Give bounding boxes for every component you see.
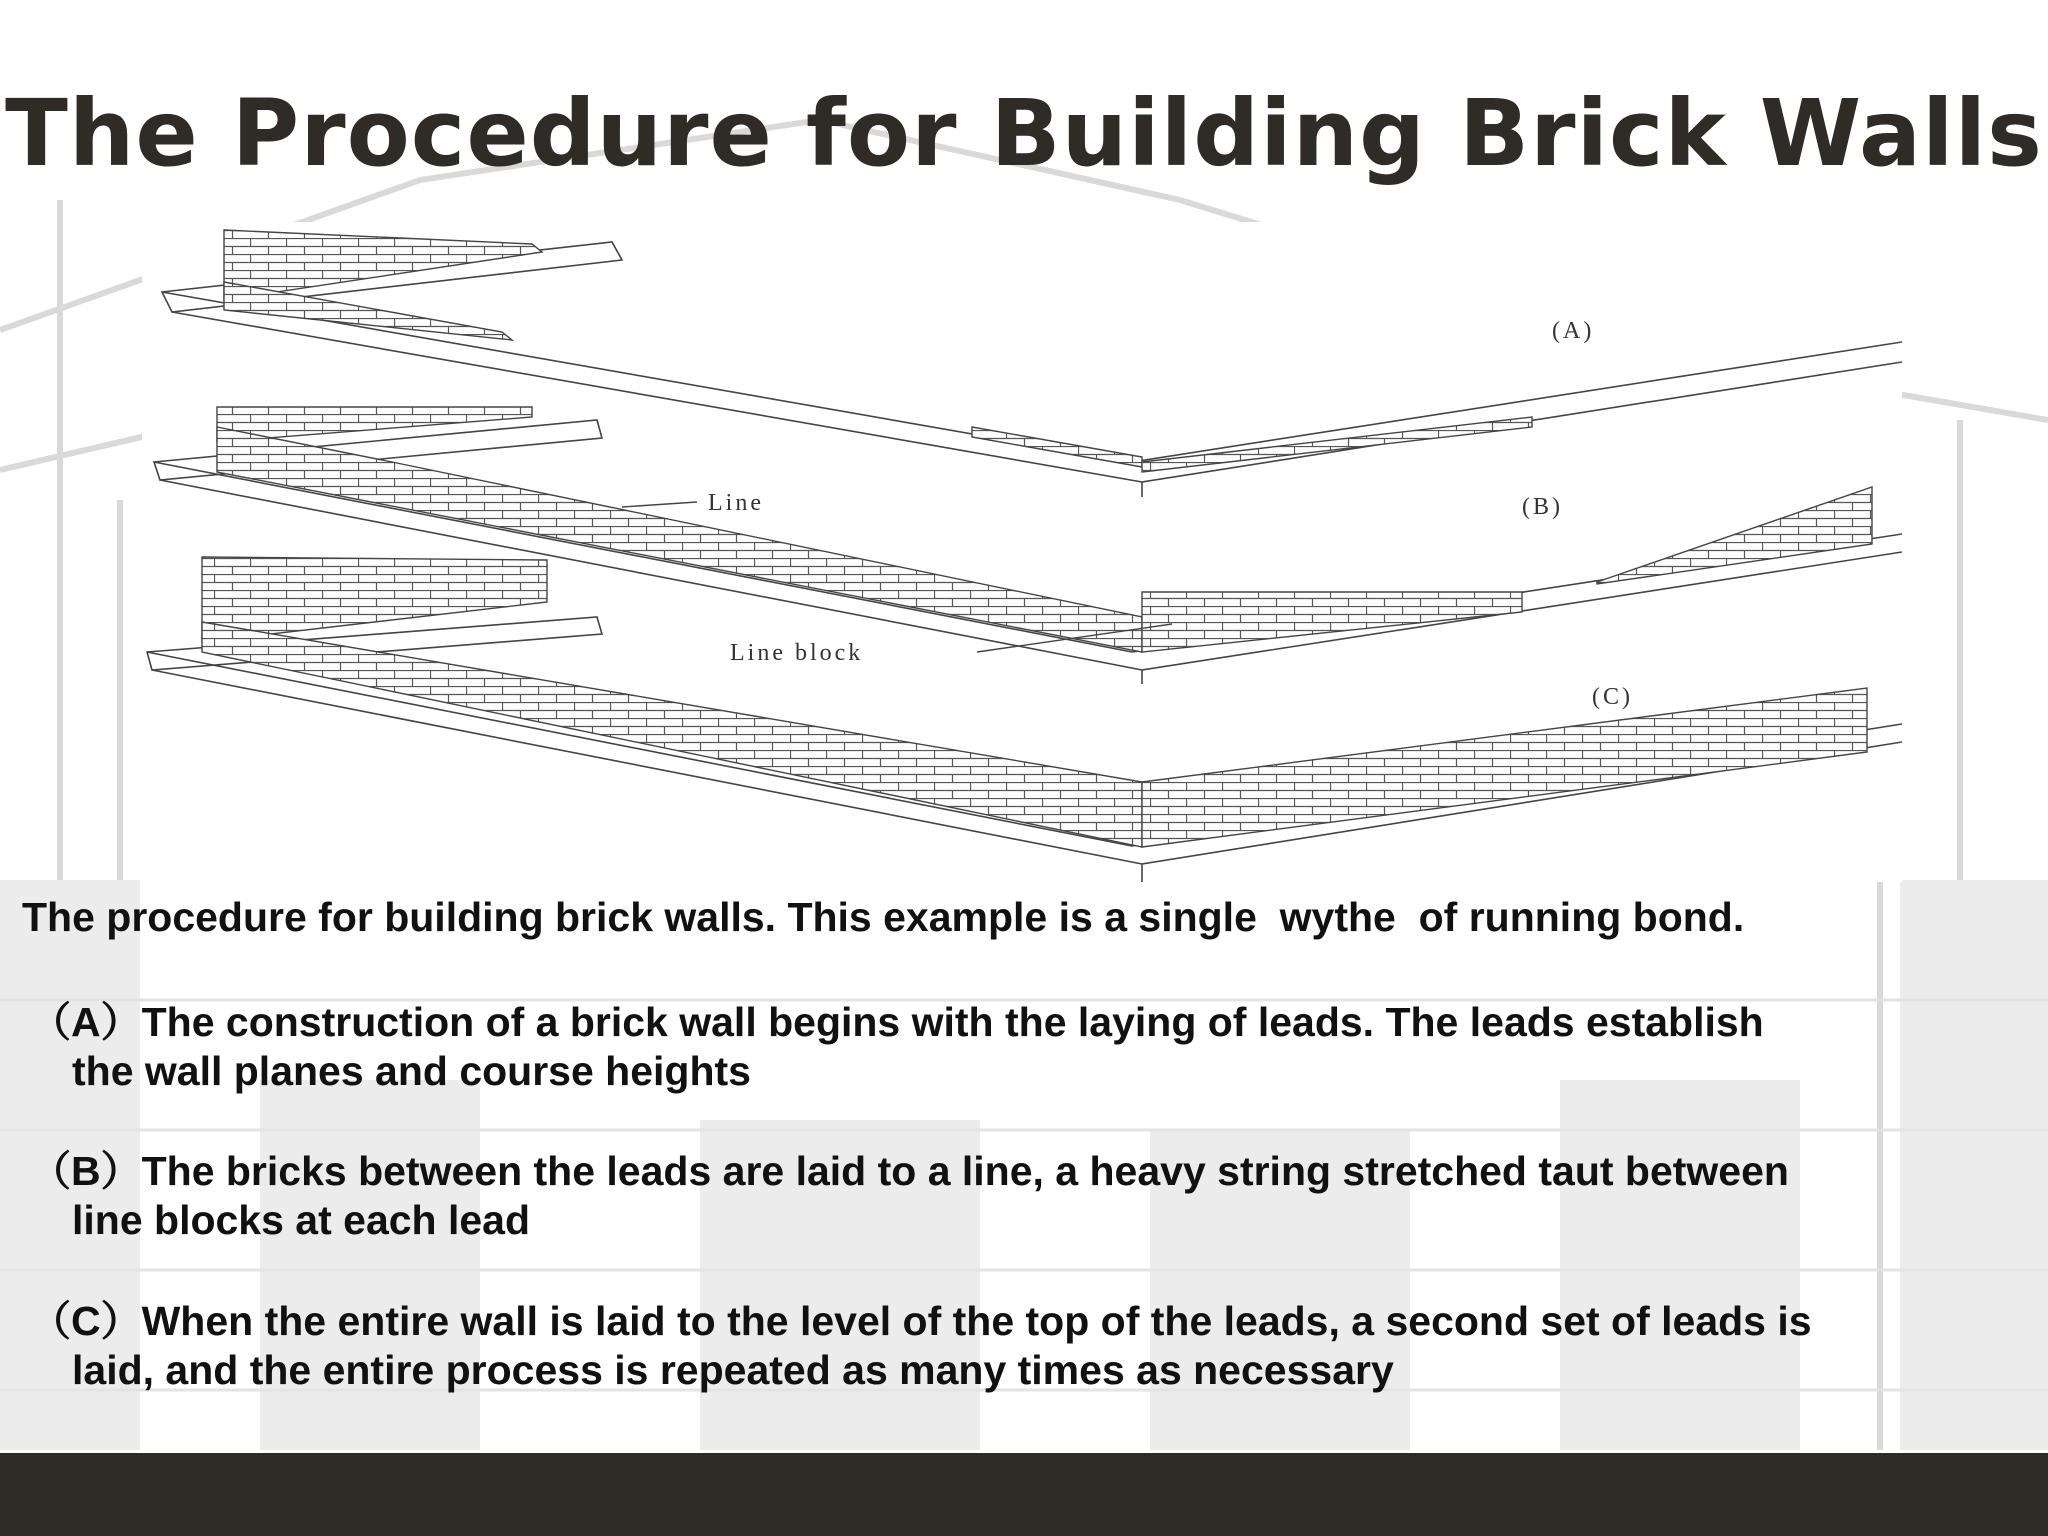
brick-wall-procedure-figure [142, 222, 1902, 882]
step-text-line2: the wall planes and course heights [72, 1048, 751, 1094]
step-marker: （B） [30, 1148, 142, 1194]
figure-label-c: (C) [1592, 684, 1633, 710]
figure-caption: The procedure for building brick walls. This example is a single wythe of running bond. [22, 894, 1745, 940]
step-text-line2: laid, and the entire process is repeated as many times as necessary [72, 1347, 1394, 1393]
procedure-step-b [30, 1147, 2020, 1245]
brick-wall-illustration [142, 222, 1902, 882]
step-text-line1: When the entire wall is laid to the level of the top of the leads, a second set of leads is [141, 1298, 1812, 1344]
procedure-step-a [30, 998, 2020, 1096]
figure-label-a: (A) [1552, 318, 1595, 344]
page-title: The Procedure for Building Brick Walls [5, 80, 2043, 187]
figure-label-b: (B) [1522, 494, 1563, 520]
step-text-line1: The bricks between the leads are laid to a line, a heavy string stretched taut between [141, 1148, 1789, 1194]
step-text-line1: The construction of a brick wall begins with the laying of leads. The leads establish [141, 999, 1764, 1045]
step-text-line2: line blocks at each lead [72, 1197, 531, 1243]
step-marker: （C） [30, 1298, 142, 1344]
figure-label-line-block: Line block [730, 640, 864, 666]
procedure-step-c [30, 1297, 2020, 1395]
footer-bar [0, 1453, 2048, 1536]
figure-label-line: Line [708, 490, 764, 516]
step-marker: （A） [30, 999, 142, 1045]
